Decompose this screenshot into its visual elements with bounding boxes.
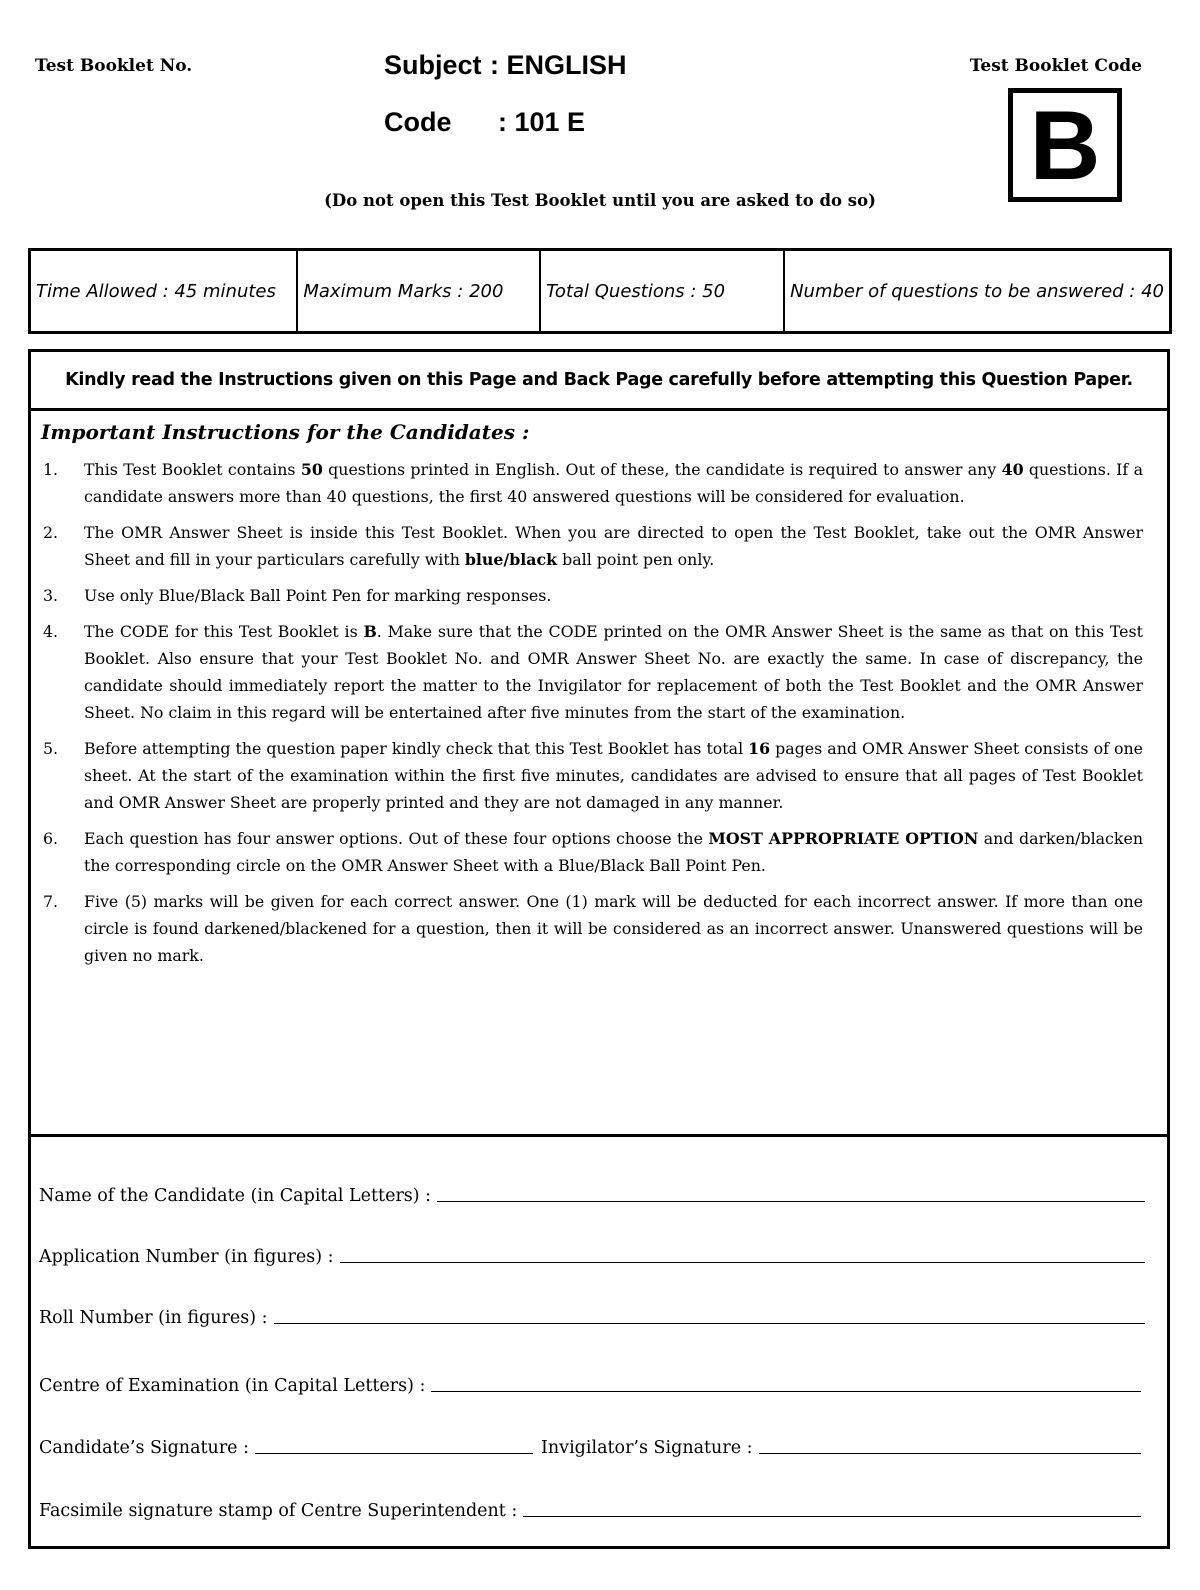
instruction-number: 2. [43,523,59,542]
instruction-number: 3. [43,586,59,605]
info-cell-to-answer: Number of questions to be answered : 40 [784,250,1170,333]
test-booklet-no-label: Test Booklet No. [35,56,193,76]
instruction-number: 1. [43,460,59,479]
info-cell-time: Time Allowed : 45 minutes [30,250,298,333]
centre-line[interactable] [431,1390,1141,1392]
instruction-item [43,519,1143,573]
application-number-field[interactable] [39,1239,1145,1267]
instruction-emphasis: B [363,622,377,641]
instructions-box [28,349,1170,1549]
instruction-number: 7. [43,892,59,911]
instruction-text: The OMR Answer Sheet is inside this Test Booklet. When you are directed to open the Test Booklet, take out the OMR Answer Sheet and fill in your particulars carefully with [84,523,1143,569]
instruction-text: pages and OMR Answer Sheet consists of one sheet. At the start of the examination within the first five minutes, candidates are advised to ensure that all pages of Test Booklet and OMR Answer Sheet are properly printed and they are not damaged in any manner. [84,739,1143,812]
facsimile-label: Facsimile signature stamp of Centre Superintendent : [39,1501,518,1521]
instruction-number: 4. [43,622,59,641]
instruction-emphasis: 16 [748,739,771,758]
exam-info-table [28,248,1172,334]
instruction-text: This Test Booklet contains [84,460,301,479]
subject-line [384,50,627,81]
instruction-text: Each question has four answer options. Out of these four options choose the [84,829,709,848]
subject-value: : ENGLISH [490,50,627,80]
instruction-text: and darken/blacken the corresponding circle on the OMR Answer Sheet with a Blue/Black Ball Point Pen. [84,829,1143,875]
roll-number-field[interactable] [39,1300,1145,1328]
instruction-text: The CODE for this Test Booklet is [84,622,364,641]
invigilator-signature-label: Invigilator’s Signature : [541,1438,753,1458]
code-label: Code [384,107,452,137]
instruction-item [43,735,1143,816]
instruction-text: questions printed in English. Out of these, the candidate is required to answer any [322,460,1002,479]
candidate-signature-label: Candidate’s Signature : [39,1438,249,1458]
booklet-code-box: B [1008,88,1122,202]
instruction-item [43,456,1143,510]
code-value: : 101 E [498,107,586,137]
signature-row [39,1430,1141,1458]
instruction-text: ball point pen only. [557,550,715,569]
instruction-text: . Make sure that the CODE printed on the OMR Answer Sheet is the same as that on this Test Booklet. Also ensure that your Test Booklet No. and OMR Answer Sheet No. are exactly the same. In case of discrepancy, the candidate should immediately report the matter to the Invigilator for replacement of both the Test Booklet and the OMR Answer Sheet. No claim in this regard will be entertained after five minutes from the start of the examination. [84,622,1143,722]
info-cell-questions: Total Questions : 50 [540,250,784,333]
invigilator-signature-line[interactable] [759,1452,1141,1454]
roll-number-label: Roll Number (in figures) : [39,1308,268,1328]
candidate-name-line[interactable] [437,1200,1145,1202]
application-number-label: Application Number (in figures) : [39,1247,334,1267]
instruction-item [43,888,1143,969]
instruction-emphasis: 40 [1001,460,1024,479]
instruction-text: Before attempting the question paper kindly check that this Test Booklet has total [84,739,749,758]
instruction-item [43,618,1143,726]
do-not-open-notice: (Do not open this Test Booklet until you are asked to do so) [324,191,876,210]
test-booklet-code-label: Test Booklet Code [969,56,1142,76]
instruction-text: Use only Blue/Black Ball Point Pen for marking responses. [84,586,552,605]
instruction-emphasis: blue/black [464,550,558,569]
read-instructions-banner: Kindly read the Instructions given on this Page and Back Page carefully before attempting this Question Paper. [31,352,1167,411]
candidate-name-field[interactable] [39,1178,1145,1206]
roll-number-line[interactable] [274,1322,1145,1324]
instruction-text: questions. If a candidate answers more than 40 questions, the first 40 answered questions will be considered for evaluation. [84,460,1143,506]
instruction-item [43,825,1143,879]
code-line [384,107,585,138]
subject-label: Subject [384,50,482,80]
instruction-text: Five (5) marks will be given for each correct answer. One (1) mark will be deducted for each incorrect answer. If more than one circle is found darkened/blackened for a question, then it will be considered as an incorrect answer. Unanswered questions will be given no mark. [84,892,1143,965]
centre-field[interactable] [39,1368,1141,1396]
centre-label: Centre of Examination (in Capital Letters) : [39,1376,426,1396]
application-number-line[interactable] [340,1261,1145,1263]
candidate-name-label: Name of the Candidate (in Capital Letters) : [39,1186,432,1206]
instruction-number: 5. [43,739,59,758]
instruction-item [43,582,1143,609]
instructions-list [43,456,1143,978]
section-divider [31,1134,1167,1137]
info-cell-marks: Maximum Marks : 200 [297,250,540,333]
candidate-signature-line[interactable] [255,1452,533,1454]
facsimile-field[interactable] [39,1493,1141,1521]
instruction-emphasis: MOST APPROPRIATE OPTION [708,829,979,848]
instruction-number: 6. [43,829,59,848]
instruction-emphasis: 50 [300,460,323,479]
facsimile-line[interactable] [523,1515,1141,1517]
instructions-title: Important Instructions for the Candidates : [41,420,530,444]
